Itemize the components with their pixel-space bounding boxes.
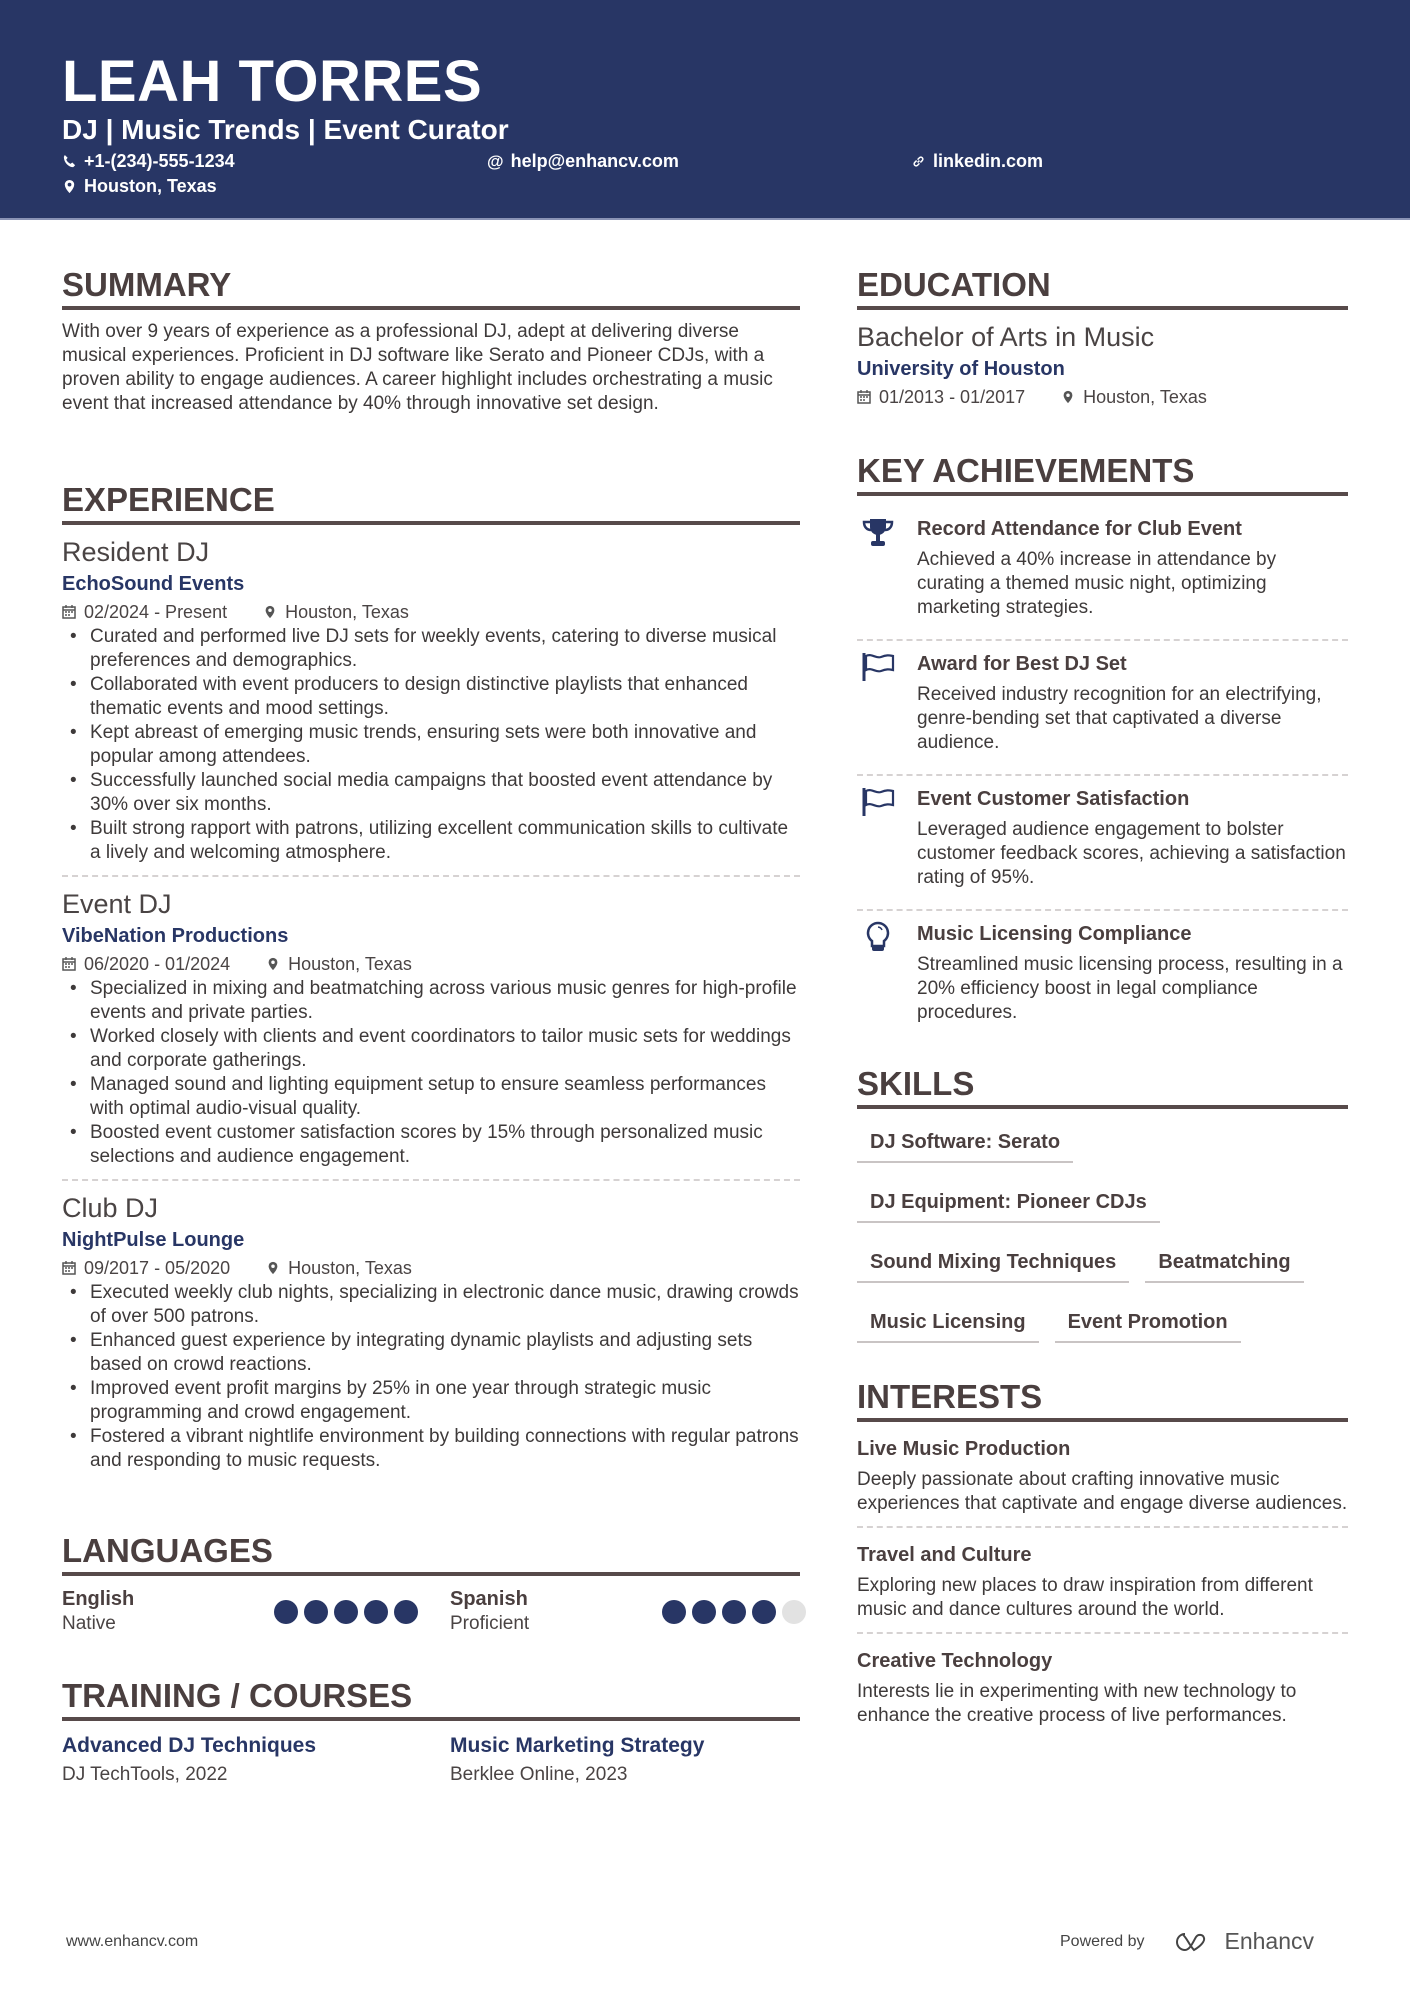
rating-dot [692,1600,716,1624]
course-provider: Berklee Online, 2023 [450,1764,628,1785]
rating-dot [274,1600,298,1624]
skill-tag: DJ Software: Serato [857,1123,1073,1163]
job-meta [62,599,800,625]
job-bullet: • Built strong rapport with patrons, utilizing excellent communication skills to cultivate a lively and welcoming atmosphere. [62,817,800,865]
languages-section [62,1532,800,1646]
rating-dot [364,1600,388,1624]
achievement-text: Received industry recognition for an electrifying, genre-bending set that captivated a diverse audience. [917,684,1322,753]
rating-dot [304,1600,328,1624]
rating-dot [782,1600,806,1624]
job-role: Club DJ [62,1193,159,1223]
skill-tag: Event Promotion [1055,1303,1241,1343]
achievement-item [857,911,1348,1046]
location-pin-icon [263,605,277,619]
calendar-icon [62,957,76,971]
location-pin-icon [1061,390,1075,404]
website-contact[interactable] [911,151,1043,172]
job-role: Event DJ [62,889,172,919]
job-bullet: • Kept abreast of emerging music trends, ensuring sets were both innovative and popular among attendees. [62,721,800,769]
rating-dot [752,1600,776,1624]
calendar-icon [62,605,76,619]
course-item [450,1731,704,1789]
location-pin-icon [62,179,77,194]
summary-text: With over 9 years of experience as a professional DJ, adept at delivering diverse musical experiences. Proficient in DJ software like Serato and Pioneer CDJs, with a proven ability to engage audiences. A career highlight includes orchestrating a music event that increased attendance by 40% through innovative set design. [62,321,773,414]
language-rating [274,1600,418,1624]
section-title: LANGUAGES [62,1532,800,1576]
interest-title: Travel and Culture [857,1544,1032,1566]
phone-text: +1-(234)-555-1234 [84,151,235,171]
achievement-text: Streamlined music licensing process, resulting in a 20% efficiency boost in legal compliance procedures. [917,954,1343,1023]
job-bullet: • Collaborated with event producers to design distinctive playlists that enhanced thematic events and mood settings. [62,673,800,721]
job-entry [62,887,800,1181]
language-rating [662,1600,806,1624]
job-bullets [62,1281,800,1473]
resume-header [0,0,1410,220]
candidate-subtitle: DJ | Music Trends | Event Curator [62,114,509,145]
section-title: SUMMARY [62,266,800,310]
flag-icon [857,649,917,764]
interest-title: Creative Technology [857,1650,1053,1672]
course-provider: DJ TechTools, 2022 [62,1764,228,1785]
school: University of Houston [857,358,1065,380]
job-bullet: • Curated and performed live DJ sets for weekly events, catering to diverse musical preferences and demographics. [62,625,800,673]
lightbulb-icon [857,919,917,1036]
achievement-text: Achieved a 40% increase in attendance by curating a themed music night, optimizing marketing strategies. [917,549,1277,618]
achievement-title: Music Licensing Compliance [917,923,1192,945]
achievement-title: Event Customer Satisfaction [917,788,1190,810]
rating-dot [662,1600,686,1624]
section-title: SKILLS [857,1065,1348,1109]
job-meta [62,951,800,977]
interest-text: Deeply passionate about crafting innovative music experiences that captivate and engage diverse audiences. [857,1469,1348,1514]
link-icon [911,154,926,169]
education-location: Houston, Texas [1083,387,1207,407]
footer-powered [1060,1928,1314,1955]
job-bullets [62,625,800,865]
job-bullet: • Boosted event customer satisfaction scores by 15% through personalized music selections and audience engagement. [62,1121,800,1169]
section-title: TRAINING / COURSES [62,1677,800,1721]
interest-item [857,1538,1348,1634]
website-text[interactable]: linkedin.com [933,151,1044,171]
section-title: KEY ACHIEVEMENTS [857,452,1348,496]
course-item [62,1731,316,1789]
powered-by-label: Powered by [1060,1932,1145,1950]
language-name: Spanish [450,1588,528,1610]
job-location: Houston, Texas [288,954,412,974]
section-title: EDUCATION [857,266,1348,310]
achievement-text: Leveraged audience engagement to bolster customer feedback scores, achieving a satisfaction rating of 95%. [917,819,1346,888]
skill-tag: Beatmatching [1145,1243,1303,1283]
email-contact[interactable] [487,151,679,172]
achievement-title: Award for Best DJ Set [917,653,1127,675]
rating-dot [334,1600,358,1624]
enhancv-logo-icon [1171,1930,1217,1954]
job-company: VibeNation Productions [62,925,289,947]
interest-text: Exploring new places to draw inspiration from different music and dance cultures around the world. [857,1575,1313,1620]
job-bullets [62,977,800,1169]
job-entry [62,535,800,877]
calendar-icon [857,390,871,404]
job-bullet: • Worked closely with clients and event coordinators to tailor music sets for weddings and corporate gatherings. [62,1025,800,1073]
location-contact [62,176,217,197]
course-title: Music Marketing Strategy [450,1734,705,1757]
job-dates: 02/2024 - Present [84,602,228,622]
skill-tag: Sound Mixing Techniques [857,1243,1129,1283]
summary-section [62,266,800,416]
location-pin-icon [266,1261,280,1275]
job-company: EchoSound Events [62,573,245,595]
interest-text: Interests lie in experimenting with new technology to enhance the creative process of live performances. [857,1681,1297,1726]
location-text: Houston, Texas [84,176,217,196]
phone-icon [62,154,77,169]
email-text[interactable]: help@enhancv.com [510,151,679,171]
job-bullet: • Specialized in mixing and beatmatching across various music genres for high-profile events and private parties. [62,977,800,1025]
education-dates: 01/2013 - 01/2017 [879,387,1026,407]
job-bullet: • Fostered a vibrant nightlife environment by building connections with regular patrons and responding to music requests. [62,1425,800,1473]
trophy-icon [857,514,917,629]
achievement-item [857,776,1348,911]
skill-tag: Music Licensing [857,1303,1039,1343]
footer-website[interactable]: www.enhancv.com [66,1933,199,1950]
achievement-item [857,641,1348,776]
skill-tag: DJ Equipment: Pioneer CDJs [857,1183,1160,1223]
interest-title: Live Music Production [857,1438,1071,1460]
course-title: Advanced DJ Techniques [62,1734,317,1757]
interest-item [857,1644,1348,1738]
job-bullet: • Improved event profit margins by 25% in one year through strategic music programming and crowd engagement. [62,1377,800,1425]
language-item [450,1586,806,1636]
achievements-section [857,452,1348,1046]
job-dates: 09/2017 - 05/2020 [84,1258,231,1278]
achievement-item [857,506,1348,641]
rating-dot [722,1600,746,1624]
job-entry [62,1191,800,1483]
job-location: Houston, Texas [285,602,409,622]
at-icon: @ [487,151,504,171]
job-company: NightPulse Lounge [62,1229,245,1251]
job-role: Resident DJ [62,537,210,567]
job-bullet: • Enhanced guest experience by integrating dynamic playlists and adjusting sets based on crowd reactions. [62,1329,800,1377]
experience-section [62,481,800,1493]
language-item [62,1586,418,1636]
education-section [857,266,1348,410]
interests-section [857,1378,1348,1748]
job-bullet: • Successfully launched social media campaigns that boosted event attendance by 30% over six months. [62,769,800,817]
education-meta [857,384,1348,410]
job-bullet: • Executed weekly club nights, specializing in electronic dance music, drawing crowds of over 500 patrons. [62,1281,800,1329]
candidate-name: LEAH TORRES [62,49,483,114]
job-meta [62,1255,800,1281]
brand-name: Enhancv [1224,1928,1315,1954]
flag-icon [857,784,917,899]
calendar-icon [62,1261,76,1275]
job-location: Houston, Texas [288,1258,412,1278]
location-pin-icon [266,957,280,971]
achievement-title: Record Attendance for Club Event [917,518,1242,540]
skills-section [857,1065,1348,1363]
phone-contact [62,151,235,172]
job-dates: 06/2020 - 01/2024 [84,954,231,974]
language-level: Proficient [450,1613,530,1634]
section-title: EXPERIENCE [62,481,800,525]
section-title: INTERESTS [857,1378,1348,1422]
degree: Bachelor of Arts in Music [857,322,1155,352]
job-bullet: • Managed sound and lighting equipment setup to ensure seamless performances with optimal audio-visual quality. [62,1073,800,1121]
interest-item [857,1432,1348,1528]
language-level: Native [62,1613,116,1634]
language-name: English [62,1588,135,1610]
enhancv-logo [1171,1928,1315,1955]
training-section [62,1677,800,1801]
rating-dot [394,1600,418,1624]
